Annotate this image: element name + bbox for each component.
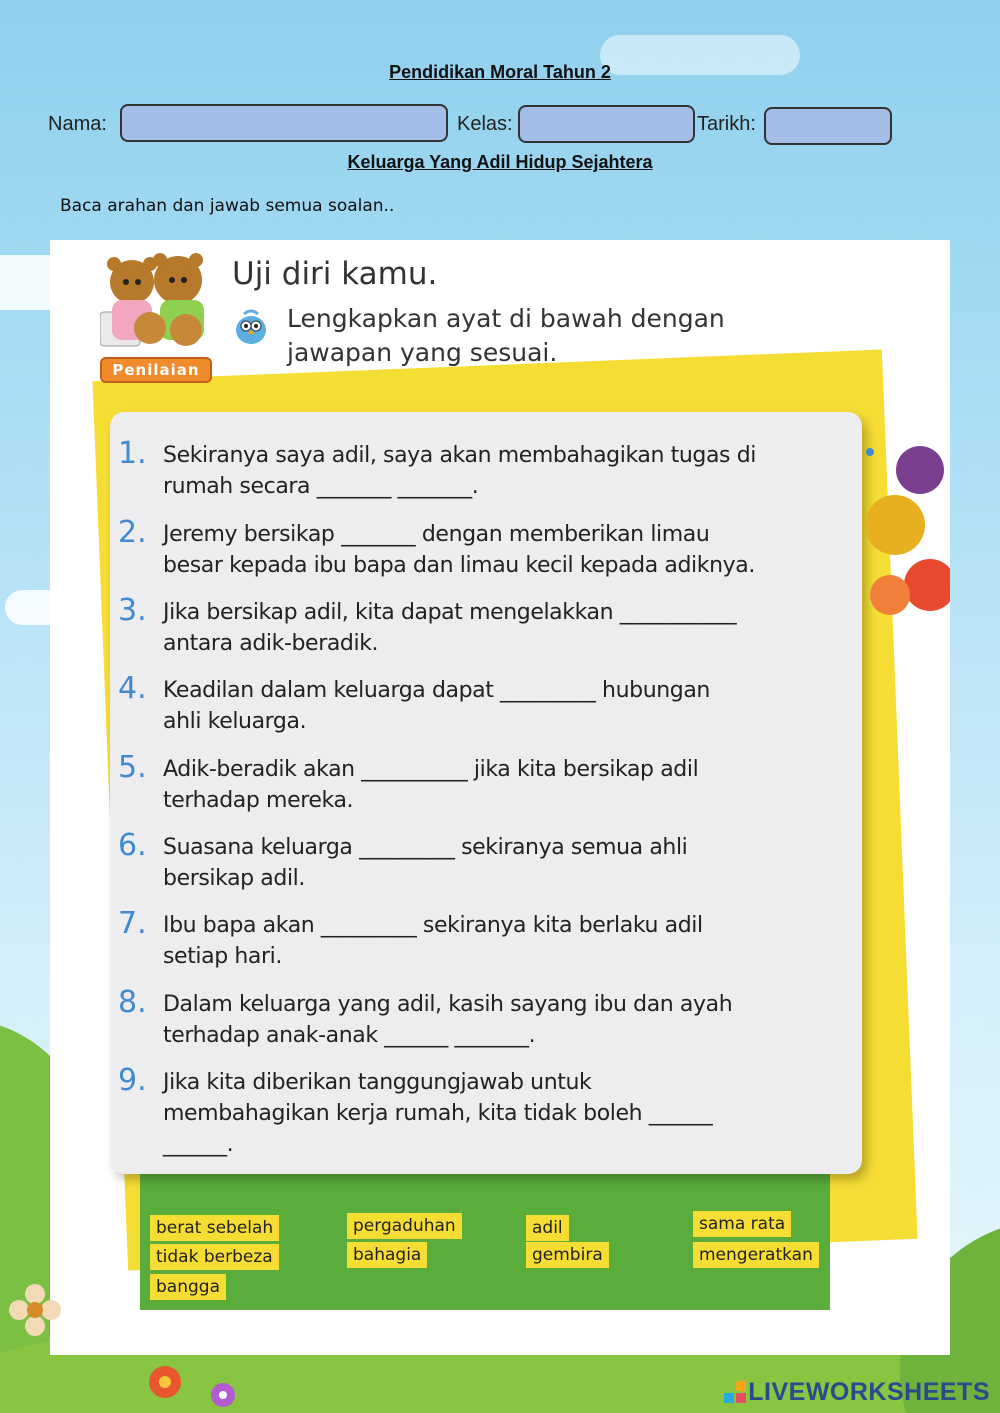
question-line: Adik-beradik akan __________ jika kita bersikap adil xyxy=(163,757,699,782)
question-line: rumah secara _______ _______. xyxy=(163,474,479,499)
task-line: Lengkapkan ayat di bawah dengan xyxy=(287,304,725,333)
question-line: Keadilan dalam keluarga dapat _________ hubungan xyxy=(163,678,710,703)
question-number: 6. xyxy=(118,828,147,863)
nama-field[interactable] xyxy=(120,104,448,142)
kelas-field[interactable] xyxy=(518,105,695,143)
question-number: 1. xyxy=(118,436,147,471)
question-number: 2. xyxy=(118,515,147,550)
tarikh-label: Tarikh: xyxy=(697,113,756,135)
tarikh-field[interactable] xyxy=(764,107,892,145)
liveworksheets-logo xyxy=(724,1378,990,1407)
word-bank-item: bahagia xyxy=(347,1242,427,1268)
word-bank-item: mengeratkan xyxy=(693,1242,819,1268)
question-line: antara adik-beradik. xyxy=(163,631,379,656)
question-line: setiap hari. xyxy=(163,944,282,969)
logo-text: LIVEWORKSHEETS xyxy=(748,1378,990,1406)
liveworksheets-logo-icon xyxy=(724,1381,746,1403)
flower-icon xyxy=(145,1362,185,1402)
question-line: Jika kita diberikan tanggungjawab untuk xyxy=(163,1070,592,1095)
word-bank-item: sama rata xyxy=(693,1211,791,1237)
instructions: Baca arahan dan jawab semua soalan.. xyxy=(60,196,395,216)
worksheet-heading: Uji diri kamu. xyxy=(232,256,438,292)
subtitle: Keluarga Yang Adil Hidup Sejahtera xyxy=(347,152,653,172)
question-number: 4. xyxy=(118,671,147,706)
question-line: besar kepada ibu bapa dan limau kecil kepada adiknya. xyxy=(163,553,755,578)
question-line: Dalam keluarga yang adil, kasih sayang ibu dan ayah xyxy=(163,992,733,1017)
flower-icon xyxy=(208,1380,238,1410)
question-line: Sekiranya saya adil, saya akan membahagikan tugas di xyxy=(163,443,756,468)
question-line: ______. xyxy=(163,1132,234,1157)
decoration-icon xyxy=(850,430,950,660)
worksheet-sheet xyxy=(50,240,950,1355)
flower-icon xyxy=(5,1280,65,1340)
bird-icon xyxy=(232,308,270,348)
question-number: 3. xyxy=(118,593,147,628)
penilaian-badge: Penilaian xyxy=(100,357,212,383)
question-line: Jeremy bersikap _______ dengan memberikan limau xyxy=(163,522,710,547)
nama-label: Nama: xyxy=(48,113,107,135)
question-line: Ibu bapa akan _________ sekiranya kita berlaku adil xyxy=(163,913,703,938)
word-bank-item: bangga xyxy=(150,1274,226,1300)
question-number: 9. xyxy=(118,1063,147,1098)
question-line: membahagikan kerja rumah, kita tidak boleh ______ xyxy=(163,1101,713,1126)
question-line: bersikap adil. xyxy=(163,866,305,891)
question-number: 7. xyxy=(118,906,147,941)
kelas-label: Kelas: xyxy=(457,113,513,135)
word-bank-item: pergaduhan xyxy=(347,1213,462,1239)
question-line: Suasana keluarga _________ sekiranya semua ahli xyxy=(163,835,688,860)
word-bank-item: tidak berbeza xyxy=(150,1244,279,1270)
word-bank-item: gembira xyxy=(526,1242,609,1268)
question-line: ahli keluarga. xyxy=(163,709,307,734)
question-line: terhadap mereka. xyxy=(163,788,354,813)
page-title: Pendidikan Moral Tahun 2 xyxy=(389,62,611,82)
question-line: Jika bersikap adil, kita dapat mengelakkan ___________ xyxy=(163,600,737,625)
word-bank-item: berat sebelah xyxy=(150,1215,279,1241)
question-line: terhadap anak-anak ______ _______. xyxy=(163,1023,536,1048)
question-number: 8. xyxy=(118,985,147,1020)
task-instructions xyxy=(287,302,847,370)
task-line: jawapan yang sesuai. xyxy=(287,338,558,367)
question-number: 5. xyxy=(118,750,147,785)
word-bank-item: adil xyxy=(526,1215,569,1241)
